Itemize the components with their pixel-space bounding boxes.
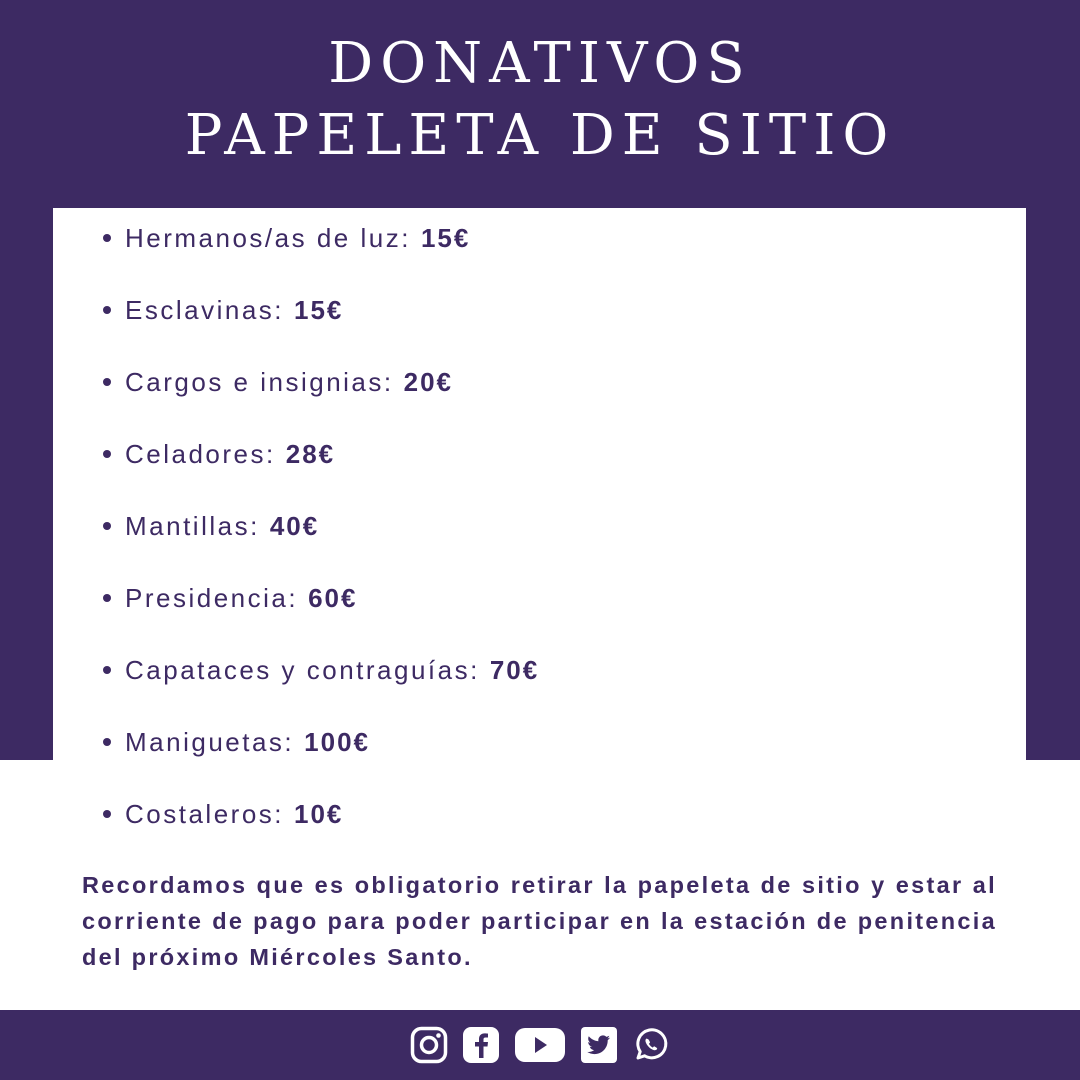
- donation-amount: 20€: [403, 366, 454, 397]
- donation-label: Esclavinas:: [125, 294, 284, 325]
- donation-amount: 100€: [304, 726, 370, 757]
- youtube-icon[interactable]: [514, 1026, 566, 1064]
- donation-label: Costaleros:: [125, 798, 284, 829]
- instagram-icon[interactable]: [410, 1026, 448, 1064]
- twitter-icon[interactable]: [580, 1026, 618, 1064]
- list-item: [103, 722, 370, 762]
- list-item: [103, 290, 343, 330]
- bullet-icon: [103, 666, 111, 674]
- donation-label: Cargos e insignias:: [125, 366, 394, 397]
- donation-label: Presidencia:: [125, 582, 299, 613]
- bullet-icon: [103, 738, 111, 746]
- donation-label: Hermanos/as de luz:: [125, 222, 411, 253]
- list-item: [103, 650, 539, 690]
- bullet-icon: [103, 594, 111, 602]
- list-item: [103, 218, 470, 258]
- list-item: [103, 434, 335, 474]
- title-line-2: PAPELETA DE SITIO: [184, 103, 896, 168]
- donation-amount: 15€: [294, 294, 344, 325]
- donation-amount: 60€: [308, 582, 358, 613]
- bullet-icon: [103, 234, 111, 242]
- whatsapp-icon[interactable]: [632, 1026, 670, 1064]
- title-line-1: DONATIVOS: [328, 31, 752, 96]
- facebook-icon[interactable]: [462, 1026, 500, 1064]
- bullet-icon: [103, 378, 111, 386]
- donation-label: Maniguetas:: [125, 726, 295, 757]
- donation-amount: 28€: [285, 438, 336, 469]
- donation-label: Celadores:: [125, 438, 276, 469]
- donation-label: Capataces y contraguías:: [125, 654, 480, 685]
- social-footer: [0, 1010, 1080, 1080]
- page-title: [0, 28, 1080, 172]
- donation-amount: 10€: [294, 798, 344, 829]
- reminder-note: Recordamos que es obligatorio retirar la papeleta de sitio y estar al corriente de pago para poder participar en la estación de penitencia del próximo Miércoles Santo.: [82, 872, 997, 970]
- list-item: [103, 362, 453, 402]
- list-item: [103, 578, 357, 618]
- bullet-icon: [103, 810, 111, 818]
- bullet-icon: [103, 450, 111, 458]
- donation-amount: 70€: [489, 654, 540, 685]
- donation-amount: 15€: [420, 222, 471, 253]
- list-item: [103, 794, 343, 834]
- bullet-icon: [103, 306, 111, 314]
- bullet-icon: [103, 522, 111, 530]
- list-item: [103, 506, 319, 546]
- donation-label: Mantillas:: [125, 510, 260, 541]
- donation-amount: 40€: [269, 510, 320, 541]
